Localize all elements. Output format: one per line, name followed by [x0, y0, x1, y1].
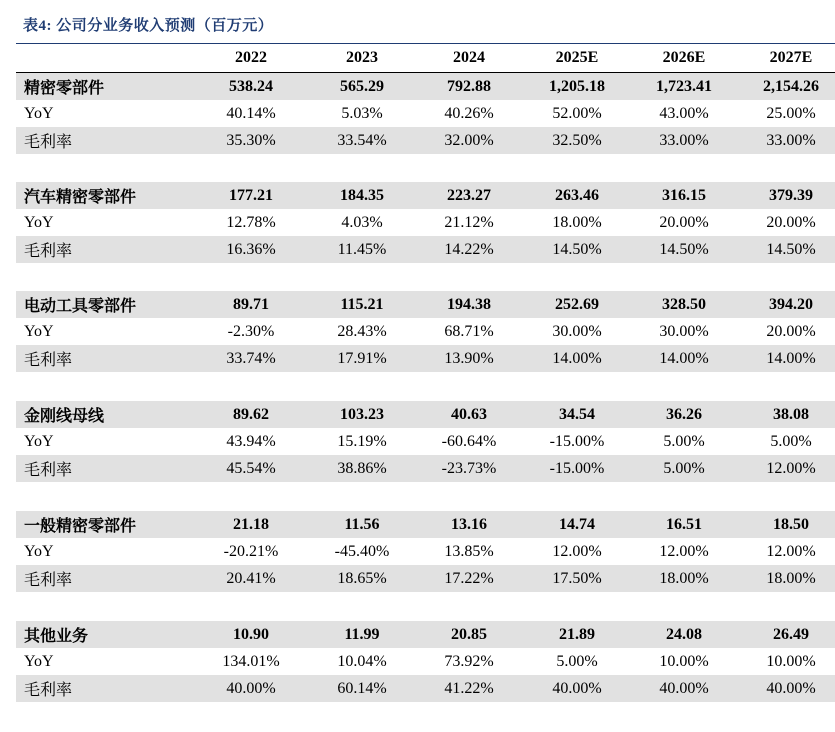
table-cell: 10.04%: [337, 652, 387, 670]
row-label: YoY: [24, 213, 54, 231]
table-cell: 25.00%: [766, 104, 816, 122]
row-label: YoY: [24, 322, 54, 340]
table-cell: 73.92%: [444, 652, 494, 670]
row-label: 毛利率: [24, 682, 73, 699]
table-cell: 32.00%: [444, 131, 494, 149]
table-cell: 33.00%: [766, 131, 816, 149]
table-cell: 13.85%: [444, 542, 494, 560]
table-cell: 12.78%: [226, 213, 276, 231]
table-cell: 21.89: [559, 625, 595, 643]
table-cell: 21.12%: [444, 213, 494, 231]
table-cell: 2,154.26: [763, 77, 819, 95]
table-cell: 18.00%: [552, 213, 602, 231]
table-cell: 20.00%: [766, 213, 816, 231]
table-row-revenue: [16, 291, 835, 318]
table-cell: 792.88: [447, 77, 491, 95]
table-cell: 32.50%: [552, 131, 602, 149]
table-cell: 10.90: [233, 625, 269, 643]
table-cell: 10.00%: [659, 652, 709, 670]
table-cell: 16.51: [666, 515, 702, 533]
table-cell: 15.19%: [337, 432, 387, 450]
table-row-revenue: [16, 511, 835, 538]
table-cell: 194.38: [447, 295, 491, 313]
table-cell: 30.00%: [552, 322, 602, 340]
row-label: YoY: [24, 652, 54, 670]
table-cell: 17.50%: [552, 569, 602, 587]
table-cell: 33.00%: [659, 131, 709, 149]
table-cell: 14.50%: [552, 240, 602, 258]
table-cell: 5.00%: [663, 432, 705, 450]
table-row-yoy: [16, 648, 835, 675]
table-cell: -20.21%: [223, 542, 279, 560]
table-cell: 11.45%: [337, 240, 387, 258]
table-cell: 17.91%: [337, 349, 387, 367]
table-row-yoy: [16, 318, 835, 345]
table-row-yoy: [16, 100, 835, 127]
table-cell: 16.36%: [226, 240, 276, 258]
row-label: YoY: [24, 432, 54, 450]
table-cell: 20.00%: [766, 322, 816, 340]
table-cell: 14.50%: [659, 240, 709, 258]
table-cell: 14.22%: [444, 240, 494, 258]
table-cell: 40.26%: [444, 104, 494, 122]
table-cell: 5.00%: [556, 652, 598, 670]
row-label: 毛利率: [24, 134, 73, 151]
table-cell: 14.74: [559, 515, 595, 533]
header-cell: 2024: [453, 49, 485, 66]
table-cell: 12.00%: [552, 542, 602, 560]
table-row-margin: [16, 345, 835, 372]
table-row-margin: [16, 236, 835, 263]
table-cell: 17.22%: [444, 569, 494, 587]
row-label: 毛利率: [24, 243, 73, 260]
table-cell: 14.00%: [659, 349, 709, 367]
segment-name: 金刚线母线: [24, 408, 105, 425]
table-cell: 115.21: [340, 295, 384, 313]
table-cell: 60.14%: [337, 679, 387, 697]
row-label: 毛利率: [24, 462, 73, 479]
table-cell: 379.39: [769, 186, 813, 204]
table-cell: 394.20: [769, 295, 813, 313]
table-cell: 13.90%: [444, 349, 494, 367]
table-row-margin: [16, 675, 835, 702]
table-cell: 52.00%: [552, 104, 602, 122]
table-row-revenue: [16, 401, 835, 428]
table-cell: 12.00%: [659, 542, 709, 560]
table-cell: 184.35: [340, 186, 384, 204]
table-cell: 35.30%: [226, 131, 276, 149]
table-cell: 26.49: [773, 625, 809, 643]
table-cell: 28.43%: [337, 322, 387, 340]
table-cell: -23.73%: [441, 459, 497, 477]
table-cell: 41.22%: [444, 679, 494, 697]
table-cell: 5.03%: [341, 104, 383, 122]
table-cell: 40.00%: [552, 679, 602, 697]
segment-name: 汽车精密零部件: [24, 189, 137, 206]
table-cell: 538.24: [229, 77, 273, 95]
table-cell: -45.40%: [334, 542, 390, 560]
table-cell: 316.15: [662, 186, 706, 204]
table-cell: 13.16: [451, 515, 487, 533]
table-cell: 24.08: [666, 625, 702, 643]
segment-name: 一般精密零部件: [24, 518, 137, 535]
table-cell: 1,205.18: [549, 77, 605, 95]
table-row-margin: [16, 127, 835, 154]
table-cell: 18.50: [773, 515, 809, 533]
segment-name: 电动工具零部件: [24, 298, 137, 315]
table-cell: 68.71%: [444, 322, 494, 340]
table-cell: 18.65%: [337, 569, 387, 587]
row-label: YoY: [24, 542, 54, 560]
table-cell: 34.54: [559, 405, 595, 423]
table-cell: 14.00%: [552, 349, 602, 367]
table-cell: -2.30%: [227, 322, 275, 340]
table-cell: 20.00%: [659, 213, 709, 231]
table-cell: -15.00%: [549, 459, 605, 477]
table-cell: 40.00%: [226, 679, 276, 697]
table-cell: 11.99: [344, 625, 380, 643]
table-cell: 5.00%: [770, 432, 812, 450]
table-header-row: [16, 44, 835, 72]
table-cell: 14.00%: [766, 349, 816, 367]
row-label: 毛利率: [24, 352, 73, 369]
table-cell: 40.00%: [766, 679, 816, 697]
table-row-margin: [16, 455, 835, 482]
table-cell: 263.46: [555, 186, 599, 204]
table-cell: 40.14%: [226, 104, 276, 122]
table-row-yoy: [16, 209, 835, 236]
table-cell: 565.29: [340, 77, 384, 95]
table-cell: 10.00%: [766, 652, 816, 670]
table-cell: 12.00%: [766, 542, 816, 560]
table-cell: 38.08: [773, 405, 809, 423]
table-cell: 252.69: [555, 295, 599, 313]
table-cell: 103.23: [340, 405, 384, 423]
table-cell: 45.54%: [226, 459, 276, 477]
table-cell: 11.56: [344, 515, 380, 533]
table-row-revenue: [16, 73, 835, 100]
row-label: 毛利率: [24, 572, 73, 589]
table-cell: 43.94%: [226, 432, 276, 450]
table-cell: 33.54%: [337, 131, 387, 149]
table-cell: 38.86%: [337, 459, 387, 477]
table-cell: -15.00%: [549, 432, 605, 450]
table-cell: 5.00%: [663, 459, 705, 477]
header-cell: 2026E: [662, 49, 706, 66]
table-row-margin: [16, 565, 835, 592]
table-cell: 4.03%: [341, 213, 383, 231]
header-cell: 2023: [346, 49, 378, 66]
table-cell: 40.63: [451, 405, 487, 423]
table-cell: 21.18: [233, 515, 269, 533]
segment-name: 其他业务: [24, 628, 89, 645]
table-cell: 20.85: [451, 625, 487, 643]
table-row-revenue: [16, 182, 835, 209]
table-cell: 40.00%: [659, 679, 709, 697]
table-cell: 14.50%: [766, 240, 816, 258]
table-cell: 177.21: [229, 186, 273, 204]
table-cell: 1,723.41: [656, 77, 712, 95]
table-cell: 33.74%: [226, 349, 276, 367]
table-cell: 30.00%: [659, 322, 709, 340]
table-title: 表4: 公司分业务收入预测（百万元）: [23, 18, 274, 34]
table-row-yoy: [16, 538, 835, 565]
table-cell: 36.26: [666, 405, 702, 423]
table-cell: 18.00%: [766, 569, 816, 587]
header-cell: 2025E: [555, 49, 599, 66]
table-row-revenue: [16, 621, 835, 648]
segment-name: 精密零部件: [24, 80, 105, 97]
table-cell: 12.00%: [766, 459, 816, 477]
table-cell: 328.50: [662, 295, 706, 313]
header-cell: 2022: [235, 49, 267, 66]
table-cell: 43.00%: [659, 104, 709, 122]
table-cell: 223.27: [447, 186, 491, 204]
table-cell: 134.01%: [222, 652, 280, 670]
row-label: YoY: [24, 104, 54, 122]
table-row-yoy: [16, 428, 835, 455]
table-cell: 89.71: [233, 295, 269, 313]
table-cell: -60.64%: [441, 432, 497, 450]
header-cell: 2027E: [769, 49, 813, 66]
table-cell: 20.41%: [226, 569, 276, 587]
table-cell: 89.62: [233, 405, 269, 423]
table-cell: 18.00%: [659, 569, 709, 587]
